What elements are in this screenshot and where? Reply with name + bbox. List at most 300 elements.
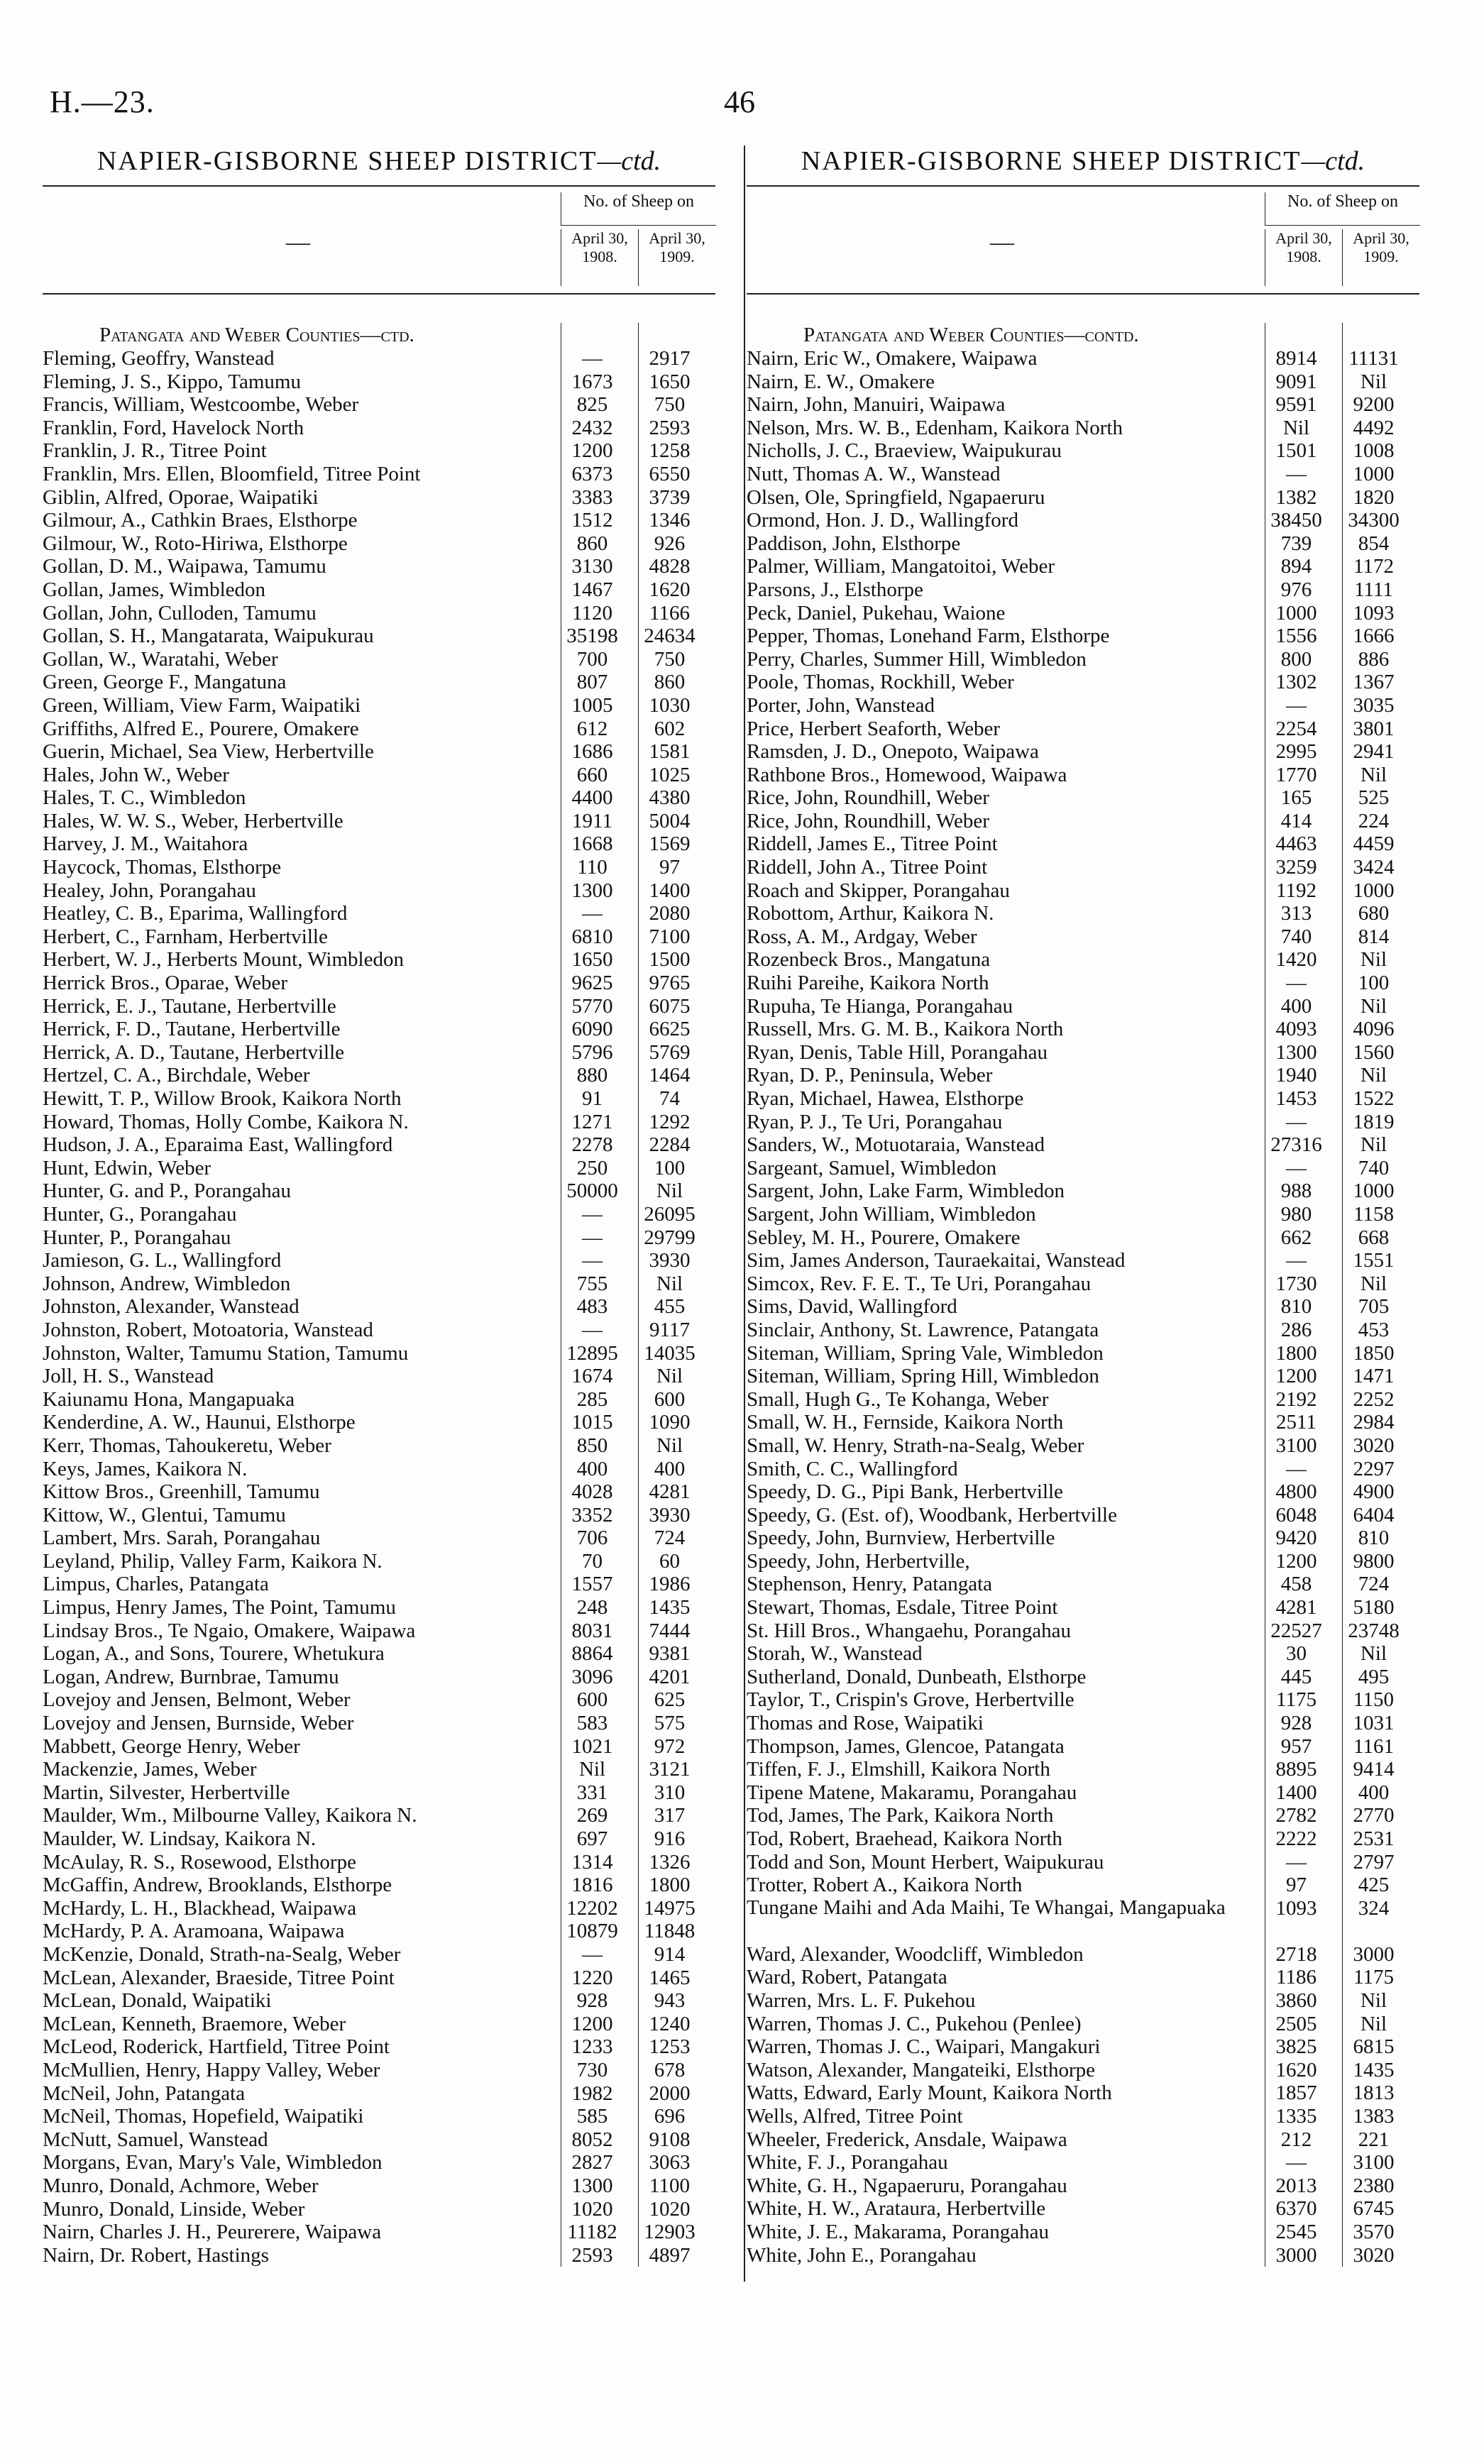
owner-name: Stephenson, Henry, Patangata — [747, 1573, 993, 1596]
table-row — [747, 740, 1419, 764]
owner-name: Todd and Son, Mount Herbert, Waipukurau — [747, 1850, 1104, 1874]
owner-name: McLean, Alexander, Braeside, Titree Point — [43, 1966, 395, 1989]
header-dash: — — [286, 229, 310, 255]
sheep-1909: 2380 — [1353, 2174, 1395, 2197]
document-code: H.—23. — [50, 84, 155, 119]
table-row — [43, 1550, 715, 1573]
sheep-1908: 1557 — [571, 1573, 613, 1596]
sheep-1908: 730 — [576, 2058, 608, 2081]
sheep-1909: 4900 — [1353, 1480, 1395, 1504]
sheep-1909: 1435 — [649, 1596, 691, 1619]
sheep-1909: 1030 — [649, 693, 691, 717]
sheep-1909: Nil — [1360, 2012, 1387, 2035]
sheep-1908: 1668 — [571, 832, 613, 856]
owner-name: Hewitt, T. P., Willow Brook, Kaikora North — [43, 1087, 402, 1110]
year-1909-header: April 30, 1909. — [638, 229, 715, 286]
owner-name: Fleming, J. S., Kippo, Tamumu — [43, 370, 301, 393]
owner-name: McLean, Kenneth, Braemore, Weber — [43, 2012, 346, 2035]
owner-name: McNutt, Samuel, Wanstead — [43, 2128, 268, 2151]
sheep-1908: 9625 — [571, 972, 613, 995]
sheep-1908: 3860 — [1275, 1989, 1317, 2012]
sheep-1909: 6404 — [1353, 1503, 1395, 1527]
owner-name: McHardy, L. H., Blackhead, Waipawa — [43, 1896, 357, 1920]
owner-name: Fleming, Geoffry, Wanstead — [43, 347, 275, 370]
sheep-1908: — — [1286, 693, 1307, 717]
table-row — [747, 671, 1419, 694]
owner-name: Sanders, W., Motuotaraia, Wanstead — [747, 1133, 1045, 1157]
owner-name: Tipene Matene, Makaramu, Porangahau — [747, 1781, 1077, 1804]
sheep-1908: 2593 — [571, 2243, 613, 2267]
sheep-1908: 3130 — [571, 555, 613, 578]
owner-name: Speedy, John, Herbertville, — [747, 1549, 970, 1573]
table-row — [43, 1735, 715, 1759]
sheep-1909: 943 — [654, 1989, 686, 2013]
sheep-1908: 740 — [1280, 925, 1312, 948]
sheep-1909: 1986 — [649, 1573, 691, 1596]
sheep-1909: 6550 — [649, 462, 691, 485]
sheep-1909: 6625 — [649, 1018, 691, 1041]
table-row — [747, 463, 1419, 486]
table-row — [747, 1480, 1419, 1504]
sheep-1909: 1500 — [649, 948, 691, 972]
owner-name: Pepper, Thomas, Lonehand Farm, Elsthorpe — [747, 625, 1110, 648]
sheep-1908: 1314 — [571, 1850, 613, 1874]
table-row — [747, 1388, 1419, 1412]
sheep-1909: 1253 — [649, 2035, 691, 2059]
sheep-1909: 224 — [1358, 809, 1390, 832]
sheep-1908: 988 — [1280, 1179, 1312, 1203]
sheep-1909: 1326 — [649, 1850, 691, 1874]
sheep-1908: 600 — [576, 1688, 608, 1712]
sheep-1908: 585 — [576, 2105, 608, 2128]
owner-name: Porter, John, Wanstead — [747, 693, 935, 717]
owner-name: Poole, Thomas, Rockhill, Weber — [747, 671, 1014, 694]
owner-name: McLeod, Roderick, Hartfield, Titree Point — [43, 2035, 390, 2059]
owner-name: McGaffin, Andrew, Brooklands, Elsthorpe — [43, 1874, 392, 1897]
sheep-1908: 2827 — [571, 2151, 613, 2174]
table-row — [747, 509, 1419, 532]
sheep-1908: 6048 — [1275, 1503, 1317, 1527]
sheep-1908: 976 — [1280, 578, 1312, 601]
sheep-1908: 1686 — [571, 740, 613, 764]
owner-name: Tiffen, F. J., Elmshill, Kaikora North — [747, 1758, 1050, 1781]
sheep-1908: 1730 — [1275, 1272, 1317, 1295]
sheep-1908: 1800 — [1275, 1341, 1317, 1365]
sheep-1908: 1674 — [571, 1365, 613, 1388]
owner-name: Warren, Thomas J. C., Waipari, Mangakuri — [747, 2035, 1101, 2059]
table-row — [43, 1434, 715, 1458]
table-row — [747, 925, 1419, 949]
owner-name: Ryan, D. P., Peninsula, Weber — [747, 1064, 993, 1087]
sheep-1909: 60 — [659, 1549, 680, 1573]
sheep-1909: 26095 — [644, 1202, 696, 1226]
sheep-1908: — — [582, 902, 603, 925]
sheep-1908: 660 — [576, 763, 608, 786]
sheep-1908: 6810 — [571, 925, 613, 948]
sheep-1908: 807 — [576, 671, 608, 694]
sheep-1908: 3259 — [1275, 856, 1317, 879]
sheep-1908: 250 — [576, 1156, 608, 1179]
owner-name: Healey, John, Porangahau — [43, 879, 256, 902]
owner-name: Herrick, E. J., Tautane, Herbertville — [43, 994, 336, 1018]
table-row — [747, 948, 1419, 972]
owner-name: Siteman, William, Spring Hill, Wimbledon — [747, 1365, 1099, 1388]
sheep-1908: 1982 — [571, 2081, 613, 2105]
sheep-1909: 11131 — [1348, 347, 1399, 370]
sheep-1909: 1090 — [649, 1411, 691, 1434]
table-row — [43, 1712, 715, 1735]
sheep-1909: 2770 — [1353, 1804, 1395, 1827]
table-row — [747, 1111, 1419, 1134]
sheep-1909: 1258 — [649, 439, 691, 463]
sheep-1909: 575 — [654, 1712, 686, 1735]
sheep-1909: 1020 — [649, 2197, 691, 2221]
table-row — [43, 602, 715, 625]
table-row — [747, 1989, 1419, 2013]
sheep-1909: 29799 — [644, 1226, 696, 1249]
table-row — [747, 1712, 1419, 1735]
sheep-1909: 1158 — [1353, 1202, 1394, 1226]
table-row — [43, 1411, 715, 1434]
table-row — [747, 1411, 1419, 1434]
owner-name: Giblin, Alfred, Oporae, Waipatiki — [43, 485, 319, 509]
owner-name: Herrick, A. D., Tautane, Herbertville — [43, 1040, 345, 1064]
sheep-1909: 750 — [654, 647, 686, 671]
table-row — [747, 578, 1419, 602]
owner-name: Hales, W. W. S., Weber, Herbertville — [43, 809, 343, 832]
owner-name: Gilmour, A., Cathkin Braes, Elsthorpe — [43, 509, 358, 532]
table-body — [747, 323, 1419, 2267]
sheep-1909: 9381 — [649, 1642, 691, 1666]
sheep-1908: 662 — [1280, 1226, 1312, 1249]
sheep-1909: 9117 — [649, 1318, 690, 1341]
table-row — [747, 2059, 1419, 2082]
sheep-1908: 1200 — [571, 2012, 613, 2035]
table-row — [43, 1989, 715, 2013]
sheep-1908: 1650 — [571, 948, 613, 972]
sheep-1908: 957 — [1280, 1734, 1312, 1758]
owner-name: Francis, William, Westcoombe, Weber — [43, 393, 359, 417]
owner-name: Limpus, Charles, Patangata — [43, 1573, 269, 1596]
sheep-1909: 916 — [654, 1827, 686, 1850]
year-1908-header: April 30, 1908. — [561, 229, 638, 286]
sheep-1909: 11848 — [644, 1920, 696, 1943]
owner-name: Hunt, Edwin, Weber — [43, 1156, 211, 1179]
sheep-1909: 4201 — [649, 1665, 691, 1688]
owner-name: Leyland, Philip, Valley Farm, Kaikora N. — [43, 1549, 383, 1573]
owner-name: Joll, H. S., Wanstead — [43, 1365, 214, 1388]
table-header — [747, 185, 1419, 295]
owner-name: Maulder, Wm., Milbourne Valley, Kaikora N. — [43, 1804, 417, 1827]
sheep-1908: 2254 — [1275, 717, 1317, 740]
sheep-1909: 1175 — [1353, 1966, 1394, 1989]
sheep-1908: 6090 — [571, 1018, 613, 1041]
right-column — [747, 145, 1419, 2267]
sheep-1909: 9108 — [649, 2128, 691, 2151]
owner-name: Rice, John, Roundhill, Weber — [747, 786, 989, 810]
owner-name: Johnston, Alexander, Wanstead — [43, 1295, 299, 1319]
table-row — [43, 902, 715, 925]
owner-name: Paddison, John, Elsthorpe — [747, 532, 961, 555]
sheep-1908: 4800 — [1275, 1480, 1317, 1504]
sheep-1909: Nil — [1360, 763, 1387, 786]
sheep-1909: 1551 — [1353, 1249, 1395, 1272]
table-row — [43, 1504, 715, 1527]
sheep-1908: 1300 — [571, 2174, 613, 2197]
owner-name: Lovejoy and Jensen, Burnside, Weber — [43, 1712, 354, 1735]
table-row — [747, 1804, 1419, 1827]
table-row — [747, 717, 1419, 741]
sheep-1908: 755 — [576, 1272, 608, 1295]
sheep-1909: 1161 — [1353, 1734, 1394, 1758]
owner-name: Sinclair, Anthony, St. Lawrence, Patangata — [747, 1318, 1099, 1341]
owner-name: Lindsay Bros., Te Ngaio, Omakere, Waipawa — [43, 1619, 416, 1642]
owner-name: Price, Herbert Seaforth, Weber — [747, 717, 1001, 740]
sheep-1908: 212 — [1280, 2128, 1312, 2151]
table-row — [747, 1688, 1419, 1712]
table-row — [747, 2128, 1419, 2152]
sheep-1909: Nil — [1360, 948, 1387, 972]
sheep-1909: 4380 — [649, 786, 691, 810]
sheep-1909: 3063 — [649, 2151, 691, 2174]
sheep-1908: 1192 — [1276, 879, 1317, 902]
owner-name: Olsen, Ole, Springfield, Ngapaeruru — [747, 485, 1045, 509]
table-row — [43, 1804, 715, 1827]
sheep-1909: 1465 — [649, 1966, 691, 1989]
table-row — [43, 648, 715, 671]
owner-name: Robottom, Arthur, Kaikora N. — [747, 902, 994, 925]
owner-name: Lambert, Mrs. Sarah, Porangahau — [43, 1527, 321, 1550]
sheep-1908: 165 — [1280, 786, 1312, 810]
owner-name: Hunter, P., Porangahau — [43, 1226, 231, 1249]
table-row — [43, 1967, 715, 1990]
table-row — [747, 370, 1419, 394]
sheep-1909: 34300 — [1348, 509, 1400, 532]
sheep-1909: 2297 — [1353, 1457, 1395, 1480]
sheep-1909: Nil — [656, 1179, 683, 1203]
owner-name: Heatley, C. B., Eparima, Wallingford — [43, 902, 348, 925]
sheep-1908: 6373 — [571, 462, 613, 485]
sheep-1908: 269 — [576, 1804, 608, 1827]
sheep-1909: 724 — [1358, 1573, 1390, 1596]
owner-name: McAulay, R. S., Rosewood, Elsthorpe — [43, 1850, 356, 1874]
left-column — [43, 145, 715, 2267]
sheep-1909: 1008 — [1353, 439, 1395, 463]
sheep-1909: 14975 — [644, 1896, 696, 1920]
table-row — [43, 486, 715, 510]
no-of-sheep-header: No. of Sheep on — [561, 192, 716, 226]
owner-name: Stewart, Thomas, Esdale, Titree Point — [747, 1596, 1058, 1619]
owner-name: White, G. H., Ngapaeruru, Porangahau — [747, 2174, 1067, 2197]
sheep-1908: 1400 — [1275, 1781, 1317, 1804]
table-row — [747, 2174, 1419, 2198]
sheep-1909: 3801 — [1353, 717, 1395, 740]
owner-name: McNeil, Thomas, Hopefield, Waipatiki — [43, 2105, 364, 2128]
sheep-1908: 12895 — [566, 1341, 618, 1365]
table-row — [43, 2128, 715, 2152]
sheep-1909: 453 — [1358, 1318, 1390, 1341]
owner-name: Ormond, Hon. J. D., Wallingford — [747, 509, 1018, 532]
table-row — [43, 1087, 715, 1111]
sheep-1909: 12903 — [644, 2221, 696, 2244]
sheep-1909: 3930 — [649, 1503, 691, 1527]
sheep-1909: 1000 — [1353, 462, 1395, 485]
sheep-1909: 810 — [1358, 1527, 1390, 1550]
sheep-1909: 3570 — [1353, 2220, 1395, 2243]
owner-name: Mackenzie, James, Weber — [43, 1758, 257, 1781]
table-row — [43, 764, 715, 787]
sheep-1908: 27316 — [1270, 1133, 1322, 1157]
sheep-1909: 1435 — [1353, 2058, 1395, 2081]
table-row — [747, 1133, 1419, 1157]
table-row — [747, 1203, 1419, 1226]
table-row — [43, 1342, 715, 1365]
owner-name: Ward, Robert, Patangata — [747, 1966, 947, 1989]
owner-name: Sebley, M. H., Pourere, Omakere — [747, 1226, 1021, 1249]
sheep-1908: 458 — [1280, 1573, 1312, 1596]
table-row — [747, 1226, 1419, 1250]
sheep-1909: 886 — [1358, 647, 1390, 671]
sheep-1909: 914 — [654, 1942, 686, 1966]
sheep-1908: 1911 — [572, 809, 612, 832]
owner-name: Franklin, J. R., Titree Point — [43, 439, 267, 463]
sheep-1909: 3121 — [649, 1758, 691, 1781]
owner-name: McMullien, Henry, Happy Valley, Weber — [43, 2058, 380, 2081]
owner-name: Small, W. Henry, Strath-na-Sealg, Weber — [747, 1434, 1084, 1457]
sheep-1908: 1620 — [1275, 2058, 1317, 2081]
table-row — [747, 1365, 1419, 1388]
sheep-1909: 1400 — [649, 879, 691, 902]
sheep-1908: 38450 — [1270, 509, 1322, 532]
table-row — [747, 1966, 1419, 1989]
year-1909-header: April 30, 1909. — [1342, 229, 1419, 286]
sheep-1908: 8895 — [1275, 1758, 1317, 1781]
table-row — [43, 625, 715, 648]
owner-name: Ross, A. M., Ardgay, Weber — [747, 925, 977, 948]
table-row — [43, 740, 715, 764]
table-row — [43, 925, 715, 949]
sheep-1909: 3424 — [1353, 856, 1395, 879]
sheep-1908: 2505 — [1275, 2012, 1317, 2035]
table-row — [747, 602, 1419, 625]
sheep-1909: 1666 — [1353, 625, 1395, 648]
table-row — [747, 1758, 1419, 1781]
sheep-1909: 1367 — [1353, 671, 1395, 694]
sheep-1908: 313 — [1280, 902, 1312, 925]
sheep-1908: 1015 — [571, 1411, 613, 1434]
sheep-1909: 2984 — [1353, 1411, 1395, 1434]
sheep-1909: 425 — [1358, 1874, 1390, 1897]
table-row — [747, 1157, 1419, 1180]
owner-name: Kittow, W., Glentui, Tamumu — [43, 1503, 286, 1527]
owner-name: Munro, Donald, Linside, Weber — [43, 2197, 305, 2221]
sheep-1909: 2252 — [1353, 1387, 1395, 1411]
owner-name: Franklin, Mrs. Ellen, Bloomfield, Titree Point — [43, 462, 421, 485]
table-row — [43, 1133, 715, 1157]
sheep-1909: Nil — [1360, 1272, 1387, 1295]
table-row — [747, 1319, 1419, 1342]
sheep-1909: 525 — [1358, 786, 1390, 810]
section-title: Patangata and Weber Counties—contd. — [803, 324, 1139, 346]
sheep-1908: — — [1286, 2151, 1307, 2174]
owner-name: Gollan, D. M., Waipawa, Tamumu — [43, 555, 326, 578]
sheep-1909: 9200 — [1353, 393, 1395, 417]
sheep-1909: Nil — [1360, 1133, 1387, 1157]
table-row — [43, 2035, 715, 2059]
owner-name: Harvey, J. M., Waitahora — [43, 832, 248, 856]
sheep-1908: 5770 — [571, 994, 613, 1018]
table-row — [43, 1666, 715, 1689]
sheep-1908: 1335 — [1275, 2104, 1317, 2128]
sheep-1909: 3739 — [649, 485, 691, 509]
sheep-1908: 1420 — [1275, 948, 1317, 972]
owner-name: Ryan, P. J., Te Uri, Porangahau — [747, 1110, 1003, 1133]
sheep-1909: 854 — [1358, 532, 1390, 555]
owner-name: Parsons, J., Elsthorpe — [747, 578, 923, 601]
sheep-1909: 4096 — [1353, 1018, 1395, 1041]
sheep-1909: 1000 — [1353, 1179, 1395, 1203]
owner-name: Speedy, G. (Est. of), Woodbank, Herbertville — [747, 1503, 1117, 1527]
sheep-1908: 445 — [1280, 1665, 1312, 1688]
table-row — [43, 1573, 715, 1596]
table-row — [43, 393, 715, 417]
sheep-1908: — — [1286, 1457, 1307, 1480]
sheep-1908: — — [582, 1318, 603, 1341]
owner-name: Gollan, John, Culloden, Tamumu — [43, 601, 317, 625]
sheep-1908: 1467 — [571, 578, 613, 601]
table-header — [43, 185, 715, 295]
owner-name: Thompson, James, Glencoe, Patangata — [747, 1734, 1065, 1758]
owner-name: Herbert, C., Farnham, Herbertville — [43, 925, 328, 948]
sheep-1908: 880 — [576, 1064, 608, 1087]
sheep-1908: 9420 — [1275, 1527, 1317, 1550]
owner-name: Sargent, John William, Wimbledon — [747, 1202, 1036, 1226]
sheep-1908: 1120 — [572, 601, 612, 625]
table-row — [43, 1480, 715, 1504]
table-row — [43, 555, 715, 578]
owner-name: Sargeant, Samuel, Wimbledon — [747, 1156, 997, 1179]
sheep-1908: 1093 — [1275, 1896, 1317, 1920]
owner-name: Storah, W., Wanstead — [747, 1642, 923, 1666]
sheep-1908: 10879 — [566, 1920, 618, 1943]
sheep-1908: 1501 — [1275, 439, 1317, 463]
sheep-1908: 3383 — [571, 485, 613, 509]
sheep-1908: 810 — [1280, 1295, 1312, 1319]
district-title: NAPIER-GISBORNE SHEEP DISTRICT—ctd. — [97, 146, 661, 176]
sheep-1909: 24634 — [644, 625, 696, 648]
sheep-1908: 22527 — [1270, 1619, 1322, 1642]
owner-name: Kenderdine, A. W., Haunui, Elsthorpe — [43, 1411, 356, 1434]
table-row — [43, 1758, 715, 1781]
sheep-1908: 50000 — [566, 1179, 618, 1203]
sheep-1909: 1819 — [1353, 1110, 1395, 1133]
owner-name: Sims, David, Wallingford — [747, 1295, 957, 1319]
district-title: NAPIER-GISBORNE SHEEP DISTRICT—ctd. — [801, 146, 1365, 176]
sheep-1909: 2531 — [1353, 1827, 1395, 1850]
table-row — [43, 995, 715, 1018]
sheep-1908: 2718 — [1275, 1942, 1317, 1966]
table-row — [747, 764, 1419, 787]
table-row — [43, 694, 715, 717]
owner-name: Nairn, Dr. Robert, Hastings — [43, 2243, 269, 2267]
sheep-1909: 1025 — [649, 763, 691, 786]
sheep-1909: 3020 — [1353, 2243, 1395, 2267]
owner-name: Gollan, S. H., Mangatarata, Waipukurau — [43, 625, 374, 648]
table-row — [747, 972, 1419, 995]
sheep-1909: 2593 — [649, 416, 691, 439]
sheep-1909: 310 — [654, 1781, 686, 1804]
table-row — [43, 1642, 715, 1666]
